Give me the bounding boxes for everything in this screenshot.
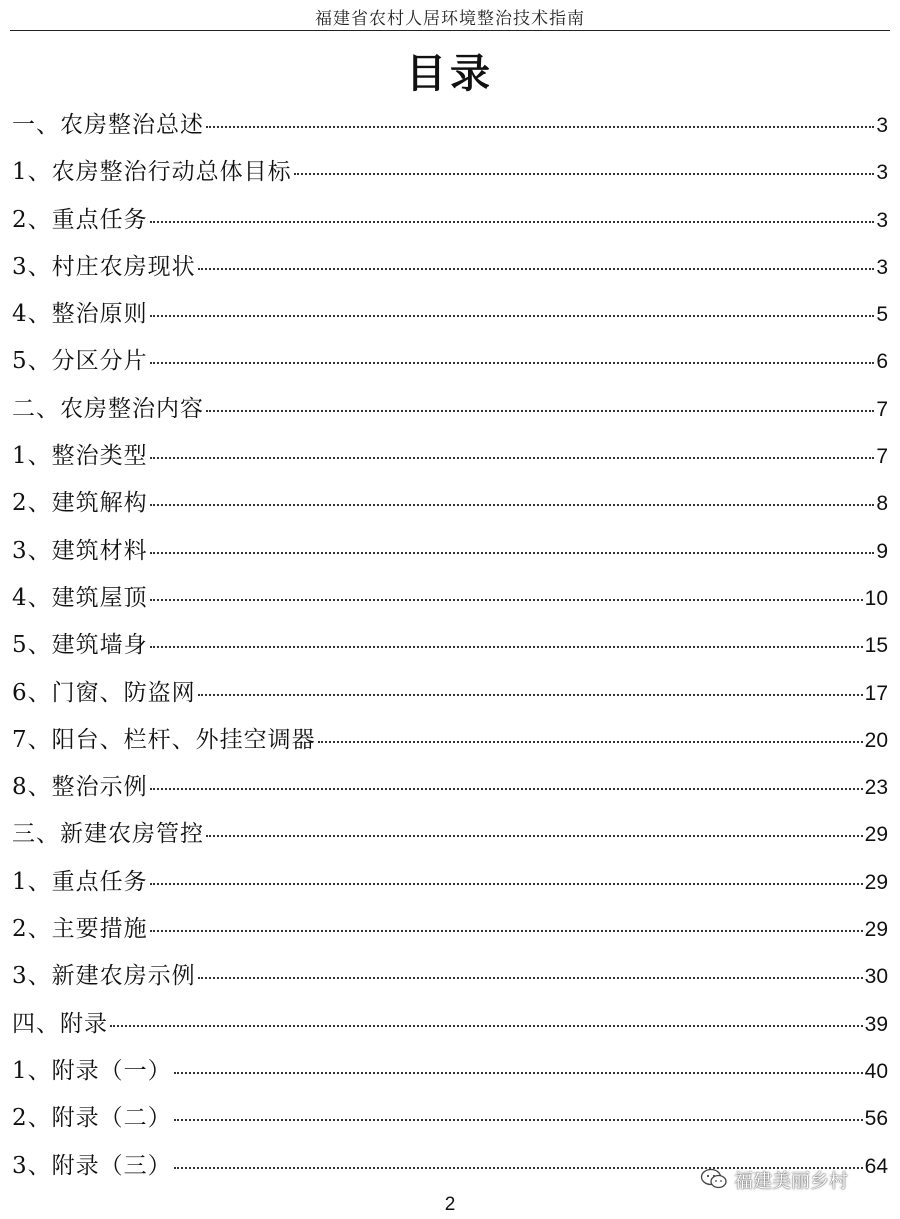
toc-entry-label: 4、建筑屋顶 bbox=[12, 584, 148, 611]
toc-entry[interactable] bbox=[12, 149, 888, 196]
toc-leader-dots bbox=[150, 646, 863, 648]
toc-entry-label: 2、重点任务 bbox=[12, 206, 148, 233]
toc-entry[interactable] bbox=[12, 386, 888, 433]
toc-leader-dots bbox=[198, 977, 863, 979]
toc-entry-label: 2、建筑解构 bbox=[12, 490, 148, 517]
toc-leader-dots bbox=[206, 835, 863, 837]
toc-leader-dots bbox=[198, 268, 875, 270]
toc-leader-dots bbox=[150, 504, 875, 506]
page-title: 目录 bbox=[406, 51, 494, 97]
toc-leader-dots bbox=[150, 362, 875, 364]
toc-entry-label: 2、附录（二） bbox=[12, 1105, 172, 1132]
toc-leader-dots bbox=[174, 1072, 863, 1074]
toc-entry[interactable] bbox=[12, 953, 888, 1000]
toc-entry[interactable] bbox=[12, 622, 888, 669]
toc-entry-page: 64 bbox=[864, 1154, 888, 1178]
toc-entry-label: 二、农房整治内容 bbox=[12, 395, 204, 422]
toc-leader-dots bbox=[150, 883, 863, 885]
toc-entry[interactable] bbox=[12, 670, 888, 717]
toc-entry-page: 5 bbox=[876, 303, 888, 327]
toc-entry[interactable] bbox=[12, 717, 888, 764]
toc-entry[interactable] bbox=[12, 197, 888, 244]
header-divider bbox=[10, 30, 890, 31]
toc-entry[interactable] bbox=[12, 1001, 888, 1048]
toc-entry-label: 1、整治类型 bbox=[12, 443, 148, 470]
toc-entry[interactable] bbox=[12, 244, 888, 291]
wechat-icon bbox=[700, 1168, 728, 1190]
toc-entry[interactable] bbox=[12, 764, 888, 811]
toc-entry-label: 6、门窗、防盗网 bbox=[12, 679, 196, 706]
toc-leader-dots bbox=[110, 1025, 863, 1027]
toc-entry-page: 39 bbox=[864, 1012, 888, 1036]
toc-entry-label: 4、整治原则 bbox=[12, 301, 148, 328]
toc-entry-label: 3、附录（三） bbox=[12, 1152, 172, 1179]
toc-entry-label: 7、阳台、栏杆、外挂空调器 bbox=[12, 726, 316, 753]
toc-entry[interactable] bbox=[12, 1048, 888, 1095]
toc-entry-page: 15 bbox=[864, 634, 888, 658]
toc-entry-label: 5、分区分片 bbox=[12, 348, 148, 375]
toc-leader-dots bbox=[150, 315, 875, 317]
toc-entry[interactable] bbox=[12, 811, 888, 858]
toc-entry[interactable] bbox=[12, 338, 888, 385]
toc-entry-page: 56 bbox=[864, 1107, 888, 1131]
toc-entry-page: 6 bbox=[876, 350, 888, 374]
toc-entry-page: 29 bbox=[864, 918, 888, 942]
toc-entry[interactable] bbox=[12, 1095, 888, 1142]
toc-entry-label: 8、整治示例 bbox=[12, 774, 148, 801]
toc-entry-page: 23 bbox=[864, 776, 888, 800]
table-of-contents bbox=[12, 102, 888, 1190]
toc-entry-page: 9 bbox=[876, 539, 888, 563]
running-header: 福建省农村人居环境整治技术指南 bbox=[315, 9, 585, 29]
toc-entry-page: 3 bbox=[876, 255, 888, 279]
toc-entry-label: 1、附录（一） bbox=[12, 1057, 172, 1084]
toc-entry[interactable] bbox=[12, 575, 888, 622]
toc-entry[interactable] bbox=[12, 906, 888, 953]
toc-entry-label: 1、重点任务 bbox=[12, 868, 148, 895]
toc-leader-dots bbox=[198, 694, 863, 696]
watermark bbox=[700, 1164, 848, 1194]
toc-entry[interactable] bbox=[12, 859, 888, 906]
toc-entry-page: 29 bbox=[864, 870, 888, 894]
toc-entry-label: 三、新建农房管控 bbox=[12, 821, 204, 848]
toc-leader-dots bbox=[206, 126, 874, 128]
toc-entry[interactable] bbox=[12, 480, 888, 527]
toc-leader-dots bbox=[206, 410, 874, 412]
toc-entry-label: 3、建筑材料 bbox=[12, 537, 148, 564]
toc-entry-page: 29 bbox=[864, 823, 888, 847]
toc-entry-page: 7 bbox=[876, 445, 888, 469]
toc-entry-page: 20 bbox=[864, 728, 888, 752]
toc-entry-label: 四、附录 bbox=[12, 1010, 108, 1037]
toc-leader-dots bbox=[150, 552, 875, 554]
toc-entry-page: 8 bbox=[876, 492, 888, 516]
toc-leader-dots bbox=[318, 741, 863, 743]
toc-entry[interactable] bbox=[12, 433, 888, 480]
toc-entry-label: 3、新建农房示例 bbox=[12, 963, 196, 990]
toc-entry-page: 3 bbox=[876, 161, 888, 185]
toc-entry-page: 10 bbox=[864, 586, 888, 610]
toc-leader-dots bbox=[294, 173, 875, 175]
watermark-text: 福建美丽乡村 bbox=[734, 1169, 849, 1192]
toc-entry[interactable] bbox=[12, 528, 888, 575]
toc-entry-page: 17 bbox=[864, 681, 888, 705]
toc-entry-label: 5、建筑墙身 bbox=[12, 632, 148, 659]
toc-entry-page: 30 bbox=[864, 965, 888, 989]
toc-entry[interactable] bbox=[12, 102, 888, 149]
toc-leader-dots bbox=[150, 221, 875, 223]
toc-entry-page: 3 bbox=[876, 208, 888, 232]
toc-entry-label: 1、农房整治行动总体目标 bbox=[12, 159, 292, 186]
toc-entry-label: 2、主要措施 bbox=[12, 916, 148, 943]
toc-leader-dots bbox=[150, 599, 863, 601]
toc-entry-page: 40 bbox=[864, 1059, 888, 1083]
toc-entry-label: 3、村庄农房现状 bbox=[12, 253, 196, 280]
toc-leader-dots bbox=[150, 788, 863, 790]
page-number: 2 bbox=[444, 1194, 456, 1215]
toc-leader-dots bbox=[150, 930, 863, 932]
toc-entry-label: 一、农房整治总述 bbox=[12, 112, 204, 138]
toc-leader-dots bbox=[174, 1119, 863, 1121]
toc-entry-page: 7 bbox=[876, 397, 888, 421]
toc-entry[interactable] bbox=[12, 291, 888, 338]
toc-entry-page: 3 bbox=[876, 114, 888, 137]
toc-leader-dots bbox=[150, 457, 875, 459]
